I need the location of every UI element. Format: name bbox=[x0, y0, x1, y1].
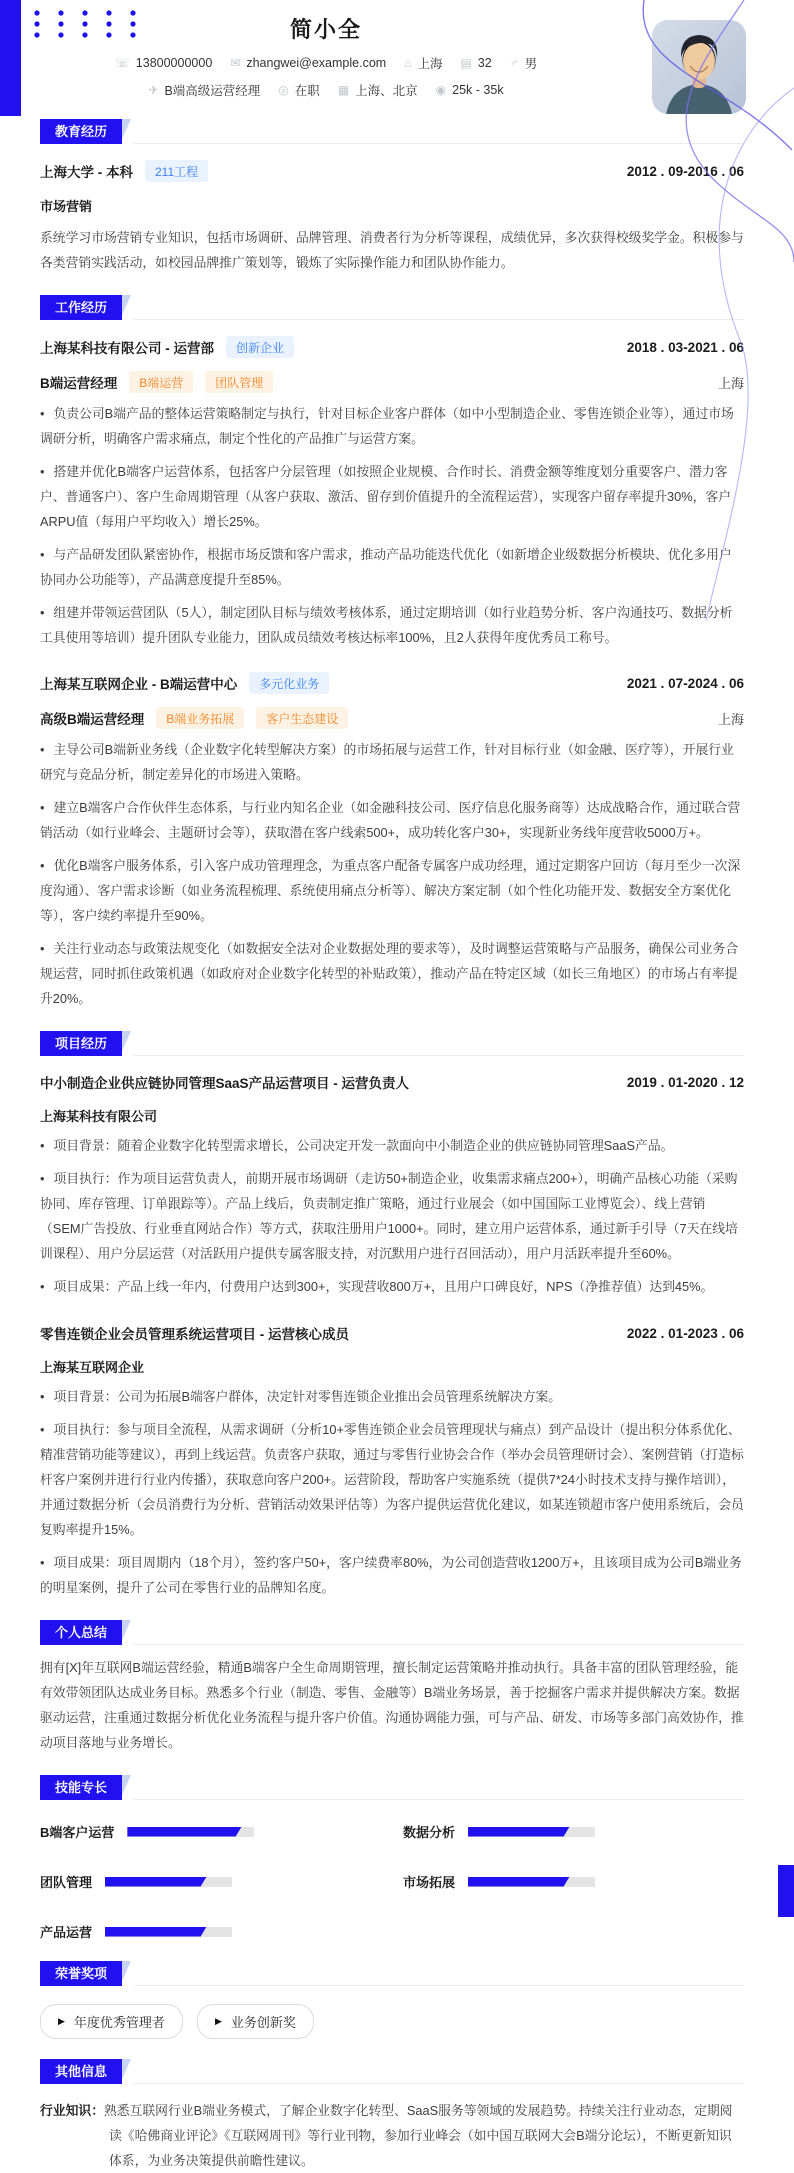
award-label: 业务创新奖 bbox=[230, 2015, 296, 2030]
section-title: 技能专长 bbox=[55, 1780, 108, 1795]
skill-name: 产品运营 bbox=[40, 1925, 93, 1940]
badge-fold-decoration bbox=[122, 119, 131, 139]
mail-icon: ✉ bbox=[230, 56, 241, 70]
job-bullet: • 关注行业动态与政策法规变化（如数据安全法对企业数据处理的要求等），及时调整运营策略与产品服务，确保公司业务合规运营，同时抓住政策机遇（如政府对企业数字化转型的补贴政策），推动产品在特定区域（如长三角地区）的市场占有率提升20%。 bbox=[40, 936, 744, 1011]
badge-fold-decoration bbox=[122, 1031, 131, 1051]
resume-body bbox=[0, 119, 794, 2173]
job-entry-header bbox=[40, 336, 744, 358]
badge-fold-decoration bbox=[122, 1620, 131, 1640]
section-title: 个人总结 bbox=[55, 1625, 108, 1640]
education-description: 系统学习市场营销专业知识，包括市场调研、品牌管理、消费者行为分析等课程，成绩优异，多次获得校级奖学金。积极参与各类营销实践活动，如校园品牌推广策划等，锻炼了实际操作能力和团队协作能力。 bbox=[40, 230, 744, 270]
section-divider bbox=[134, 319, 744, 320]
age-icon: ▤ bbox=[460, 56, 472, 70]
section-header-skills bbox=[40, 1775, 744, 1800]
role-tag: 客户生态建设 bbox=[256, 707, 348, 729]
contact-email bbox=[230, 56, 386, 70]
section-header-education bbox=[40, 119, 744, 144]
section-header-work bbox=[40, 295, 744, 320]
award-label: 年度优秀管理者 bbox=[73, 2015, 165, 2030]
gender-icon: ♂ bbox=[509, 56, 519, 70]
salary-icon: ◉ bbox=[435, 83, 447, 97]
skill-bar-fill bbox=[105, 1877, 207, 1887]
company-name: 上海某互联网企业 - B端运营中心 bbox=[40, 677, 238, 692]
status-icon: ◎ bbox=[278, 83, 289, 97]
contact-age bbox=[460, 56, 491, 70]
award-badge bbox=[197, 2004, 314, 2039]
contact-job-intention bbox=[148, 81, 260, 99]
contact-status bbox=[278, 81, 320, 99]
job-bullet: • 建立B端客户合作伙伴生态体系，与行业内知名企业（如金融科技公司、医疗信息化服务商等）达成战略合作，通过联合营销活动（如行业峰会、主题研讨会等），获取潜在客户线索500+，成功转化客户30+，实现新业务线年度营收5000万+。 bbox=[40, 795, 744, 845]
section-title: 荣誉奖项 bbox=[55, 1966, 108, 1981]
section-divider bbox=[134, 1055, 744, 1056]
contact-location bbox=[404, 54, 442, 72]
job-date: 2021 . 07-2024 . 06 bbox=[626, 675, 744, 691]
phone-number: 13800000000 bbox=[135, 56, 213, 70]
phone-icon: ☏ bbox=[114, 56, 130, 70]
job-bullet: • 搭建并优化B端客户运营体系，包括客户分层管理（如按照企业规模、合作时长、消费金额等维度划分重要客户、潜力客户、普通客户）、客户生命周期管理（从客户获取、激活、留存到价值提升的全流程运营），实现客户留存率提升30%，客户ARPU值（每用户平均收入）增长25%。 bbox=[40, 459, 744, 534]
status-text: 在职 bbox=[294, 84, 320, 98]
section-title: 工作经历 bbox=[55, 300, 108, 315]
badge-fold-decoration bbox=[122, 1775, 131, 1795]
job-location: 上海 bbox=[717, 711, 744, 727]
job-entry-header bbox=[40, 672, 744, 694]
project-entry-header bbox=[40, 1072, 744, 1092]
awards-list bbox=[40, 2004, 744, 2039]
skill-name: 团队管理 bbox=[40, 1875, 93, 1890]
project-company: 上海某科技有限公司 bbox=[40, 1109, 158, 1124]
skill-bar-track bbox=[468, 1827, 595, 1837]
badge-fold-decoration bbox=[122, 1961, 131, 1981]
candidate-name: 简小全 bbox=[289, 17, 362, 42]
section-badge bbox=[40, 1620, 122, 1645]
project-bullet: • 项目背景：随着企业数字化转型需求增长，公司决定开发一款面向中小制造企业的供应链协同管理SaaS产品。 bbox=[40, 1133, 744, 1158]
section-header-projects bbox=[40, 1031, 744, 1056]
other-info-body: 熟悉互联网行业B端业务模式，了解企业数字化转型、SaaS服务等领域的发展趋势。持续关注行业动态，定期阅读《哈佛商业评论》《互联网周刊》等行业刊物，参加行业峰会（如中国互联网大会B端分论坛），不断更新知识体系，为业务决策提供前瞻性建议。 bbox=[103, 2103, 733, 2168]
job-bullet: • 组建并带领运营团队（5人），制定团队目标与绩效考核体系，通过定期培训（如行业趋势分析、客户沟通技巧、数据分析工具使用等培训）提升团队专业能力，团队成员绩效考核达标率100%，且2人获得年度优秀员工称号。 bbox=[40, 600, 744, 650]
section-header-summary bbox=[40, 1620, 744, 1645]
skill-name: 数据分析 bbox=[403, 1825, 456, 1840]
section-badge bbox=[40, 295, 122, 320]
project-company: 上海某互联网企业 bbox=[40, 1360, 145, 1375]
section-divider bbox=[134, 1799, 744, 1800]
education-entry-header bbox=[40, 160, 744, 182]
company-tag: 创新企业 bbox=[226, 336, 294, 358]
job-bullet: • 负责公司B端产品的整体运营策略制定与执行，针对目标企业客户群体（如中小型制造企业、零售连锁企业等），通过市场调研分析，明确客户需求痛点，制定个性化的产品推广与运营方案。 bbox=[40, 401, 744, 451]
company-tag: 多元化业务 bbox=[249, 672, 329, 694]
other-info-label: 行业知识： bbox=[40, 2103, 104, 2118]
salary-text: 25k - 35k bbox=[452, 83, 504, 97]
skill-name: 市场拓展 bbox=[403, 1875, 456, 1890]
school-name: 上海大学 - 本科 bbox=[40, 165, 133, 180]
section-badge bbox=[40, 1031, 122, 1056]
section-title: 项目经历 bbox=[55, 1036, 108, 1051]
badge-fold-decoration bbox=[122, 2059, 131, 2079]
contact-cities bbox=[338, 81, 418, 99]
project-bullet: • 项目执行：参与项目全流程，从需求调研（分析10+零售连锁企业会员管理现状与痛点）到产品设计（提出积分体系优化、精准营销功能等建议），再到上线运营。负责客户获取，通过与零售行业协会合作（举办会员管理研讨会）、案例营销（打造标杆客户案例并进行行业内传播），获取意向客户200+。运营阶段，帮助客户实施系统（提供7*24小时技术支持与操作培训），并通过数据分析（会员消费行为分析、营销活动效果评估等）为客户提供运营优化建议，如某连锁超市客户使用系统后，会员复购率提升15%。 bbox=[40, 1417, 744, 1542]
job-role-row bbox=[40, 707, 744, 729]
company-name: 上海某科技有限公司 - 运营部 bbox=[40, 341, 214, 356]
skill-item bbox=[40, 1872, 403, 1891]
skill-bar-track bbox=[105, 1927, 232, 1937]
project-name: 零售连锁企业会员管理系统运营项目 - 运营核心成员 bbox=[40, 1327, 349, 1342]
contact-salary bbox=[436, 83, 504, 97]
skill-name: B端客户运营 bbox=[40, 1825, 115, 1840]
skill-item bbox=[403, 1822, 744, 1841]
email-address: zhangwei@example.com bbox=[246, 56, 387, 70]
section-header-awards bbox=[40, 1961, 744, 1986]
project-name: 中小制造企业供应链协同管理SaaS产品运营项目 - 运营负责人 bbox=[40, 1076, 410, 1091]
job-role-row bbox=[40, 371, 744, 393]
badge-fold-decoration bbox=[122, 295, 131, 315]
contact-row-2 bbox=[0, 81, 652, 99]
skill-bar-track bbox=[127, 1827, 254, 1837]
location-text: 上海 bbox=[417, 57, 443, 71]
major-name: 市场营销 bbox=[40, 199, 93, 214]
avatar-illustration bbox=[652, 20, 746, 114]
job-location: 上海 bbox=[717, 375, 744, 391]
contact-phone bbox=[115, 56, 213, 70]
job-intention-text: B端高级运营经理 bbox=[164, 84, 261, 98]
skill-item bbox=[40, 1922, 403, 1941]
city-icon: ▦ bbox=[337, 83, 350, 97]
job-intention-icon: ✈ bbox=[148, 83, 159, 97]
role-tag: B端运营 bbox=[129, 371, 193, 393]
cities-text: 上海、北京 bbox=[355, 84, 418, 98]
role-tag: B端业务拓展 bbox=[156, 707, 244, 729]
age-text: 32 bbox=[477, 56, 492, 70]
section-title: 教育经历 bbox=[55, 124, 108, 139]
other-info-text bbox=[40, 2098, 744, 2173]
skill-bar-track bbox=[105, 1877, 232, 1887]
skill-bar-fill bbox=[468, 1827, 570, 1837]
project-bullet: • 项目成果：项目周期内（18个月），签约客户50+，客户续费率80%，为公司创造营收1200万+，且该项目成为公司B端业务的明星案例，提升了公司在零售行业的品牌知名度。 bbox=[40, 1550, 744, 1600]
section-header-other bbox=[40, 2059, 744, 2084]
skill-bar-fill bbox=[105, 1927, 207, 1937]
gender-text: 男 bbox=[524, 57, 538, 71]
section-badge bbox=[40, 119, 122, 144]
section-badge bbox=[40, 2059, 122, 2084]
skill-bar-fill bbox=[468, 1877, 570, 1887]
skill-item bbox=[40, 1822, 403, 1841]
job-bullet: • 主导公司B端新业务线（企业数字化转型解决方案）的市场拓展与运营工作，针对目标行业（如金融、医疗等），开展行业研究与竞品分析，制定差异化的市场进入策略。 bbox=[40, 737, 744, 787]
project-entry-header bbox=[40, 1323, 744, 1343]
project-date: 2022 . 01-2023 . 06 bbox=[626, 1325, 744, 1341]
role-tag: 团队管理 bbox=[205, 371, 273, 393]
summary-text: 拥有[X]年互联网B端运营经验，精通B端客户全生命周期管理，擅长制定运营策略并推动执行。具备丰富的团队管理经验，能有效带领团队达成业务目标。熟悉多个行业（制造、零售、金融等）B端业务场景，善于挖掘客户需求并提供解决方案。数据驱动运营，注重通过数据分析优化业务流程与提升客户价值。沟通协调能力强，可与产品、研发、市场等多部门高效协作，推动项目落地与业务增长。 bbox=[40, 1660, 744, 1750]
job-role: B端运营经理 bbox=[40, 376, 118, 391]
skill-bar-fill bbox=[127, 1827, 241, 1837]
project-date: 2019 . 01-2020 . 12 bbox=[626, 1074, 744, 1090]
school-tag: 211工程 bbox=[145, 160, 208, 182]
location-icon: ⌂ bbox=[404, 56, 412, 70]
section-divider bbox=[134, 1644, 744, 1645]
play-icon: ▶ bbox=[58, 2016, 65, 2026]
job-date: 2018 . 03-2021 . 06 bbox=[626, 339, 744, 355]
skill-bar-track bbox=[468, 1877, 595, 1887]
avatar-photo bbox=[652, 20, 746, 114]
project-bullet: • 项目成果：产品上线一年内，付费用户达到300+，实现营收800万+，且用户口碑良好，NPS（净推荐值）达到45%。 bbox=[40, 1274, 744, 1299]
contact-row-1 bbox=[0, 54, 652, 72]
job-role: 高级B端运营经理 bbox=[40, 712, 145, 727]
award-badge bbox=[40, 2004, 183, 2039]
skill-item bbox=[403, 1872, 744, 1891]
play-icon: ▶ bbox=[214, 2016, 222, 2026]
education-date: 2012 . 09-2016 . 06 bbox=[626, 163, 744, 179]
job-bullet: • 优化B端客户服务体系，引入客户成功管理理念，为重点客户配备专属客户成功经理，通过定期客户回访（每月至少一次深度沟通）、客户需求诊断（如业务流程梳理、系统使用痛点分析等）、解决方案定制（如个性化功能开发、数据安全方案优化等），客户续约率提升至90%。 bbox=[40, 853, 744, 928]
section-divider bbox=[134, 2083, 744, 2084]
section-divider bbox=[134, 1985, 744, 1986]
job-bullet: • 与产品研发团队紧密协作，根据市场反馈和客户需求，推动产品功能迭代优化（如新增企业级数据分析模块、优化多用户协同办公功能等），产品满意度提升至85%。 bbox=[40, 542, 744, 592]
project-bullet: • 项目背景：公司为拓展B端客户群体，决定针对零售连锁企业推出会员管理系统解决方案。 bbox=[40, 1384, 744, 1409]
section-divider bbox=[134, 143, 744, 144]
contact-gender bbox=[510, 54, 538, 72]
skills-grid bbox=[40, 1822, 744, 1941]
section-badge bbox=[40, 1961, 122, 1986]
section-badge bbox=[40, 1775, 122, 1800]
project-bullet: • 项目执行：作为项目运营负责人，前期开展市场调研（走访50+制造企业，收集需求痛点200+），明确产品核心功能（采购协同、库存管理、订单跟踪等）。产品上线后，负责制定推广策略，通过行业展会（如中国国际工业博览会）、线上营销（SEM广告投放、行业垂直网站合作）等方式，获取注册用户1000+。同时，建立用户运营体系，通过新手引导（7天在线培训课程）、用户分层运营（对活跃用户提供专属客服支持，对沉默用户进行召回活动），用户月活跃率提升至60%。 bbox=[40, 1166, 744, 1266]
section-title: 其他信息 bbox=[55, 2064, 108, 2079]
